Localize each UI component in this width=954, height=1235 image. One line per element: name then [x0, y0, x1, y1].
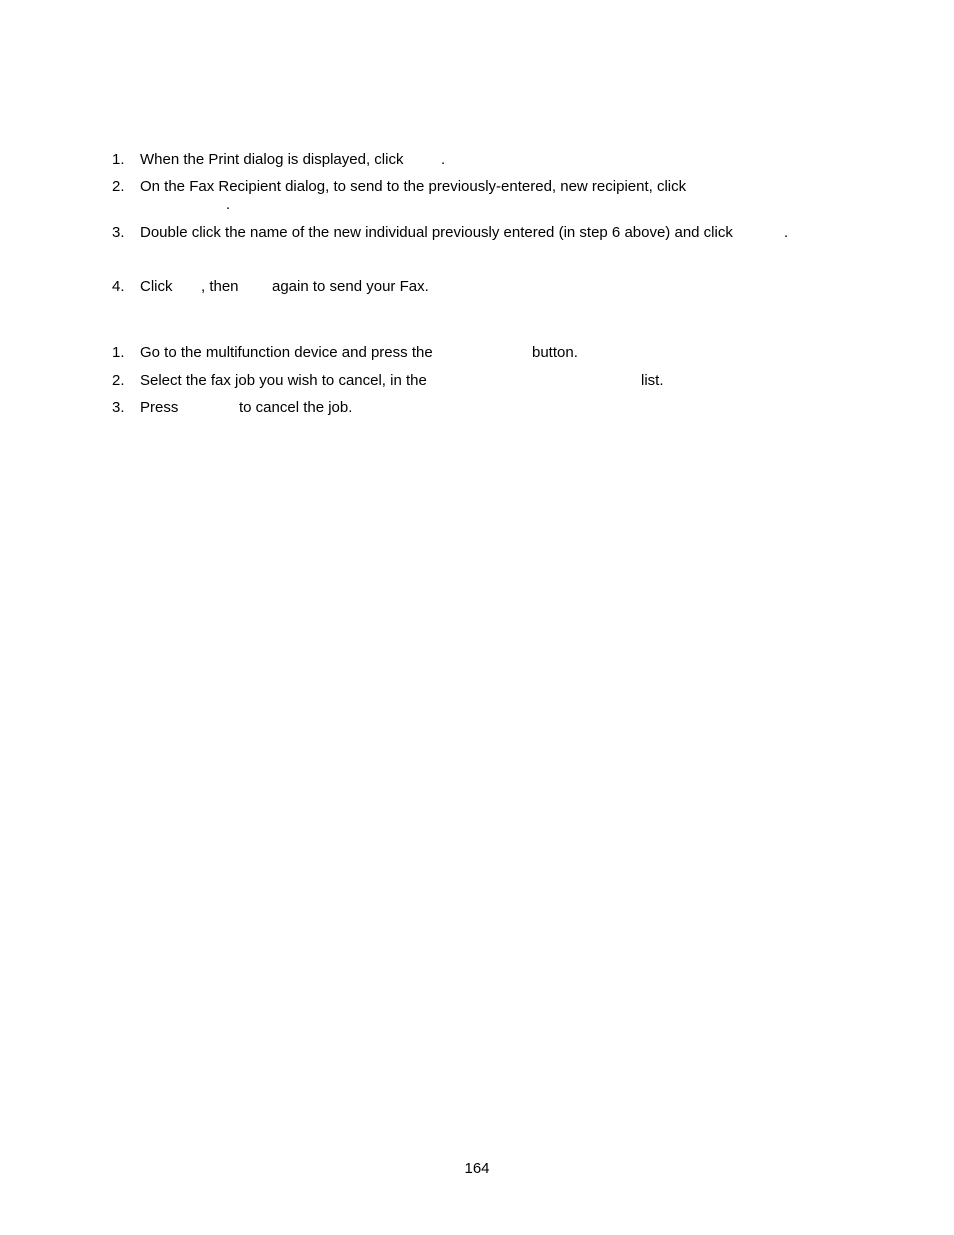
step-text-tail: again to send your Fax. [272, 278, 429, 295]
step-text: Click [140, 278, 173, 295]
step-text: Select the fax job you wish to cancel, in the [140, 372, 427, 389]
step-text-middle: , then [201, 278, 239, 295]
step-number: 2. [112, 372, 125, 389]
step-number: 1. [112, 151, 125, 168]
step-number: 2. [112, 178, 125, 195]
step-text: On the Fax Recipient dialog, to send to the previously-entered, new recipient, click [140, 178, 687, 195]
step-text-tail: button. [532, 344, 578, 361]
page-number: 164 [464, 1160, 490, 1177]
step-text: When the Print dialog is displayed, click [140, 151, 404, 168]
step-text-tail: . [226, 196, 231, 213]
step-text-tail: list. [641, 372, 664, 389]
step-number: 4. [112, 278, 125, 295]
step-text-tail: . [784, 224, 789, 241]
step-text-tail: . [441, 151, 446, 168]
step-text: Go to the multifunction device and press the [140, 344, 433, 361]
step-text: Press [140, 399, 179, 416]
step-text-tail: to cancel the job. [239, 399, 353, 416]
step-number: 3. [112, 399, 125, 416]
step-number: 3. [112, 224, 125, 241]
step-text: Double click the name of the new individual previously entered (in step 6 above) and click [140, 224, 733, 241]
step-number: 1. [112, 344, 125, 361]
